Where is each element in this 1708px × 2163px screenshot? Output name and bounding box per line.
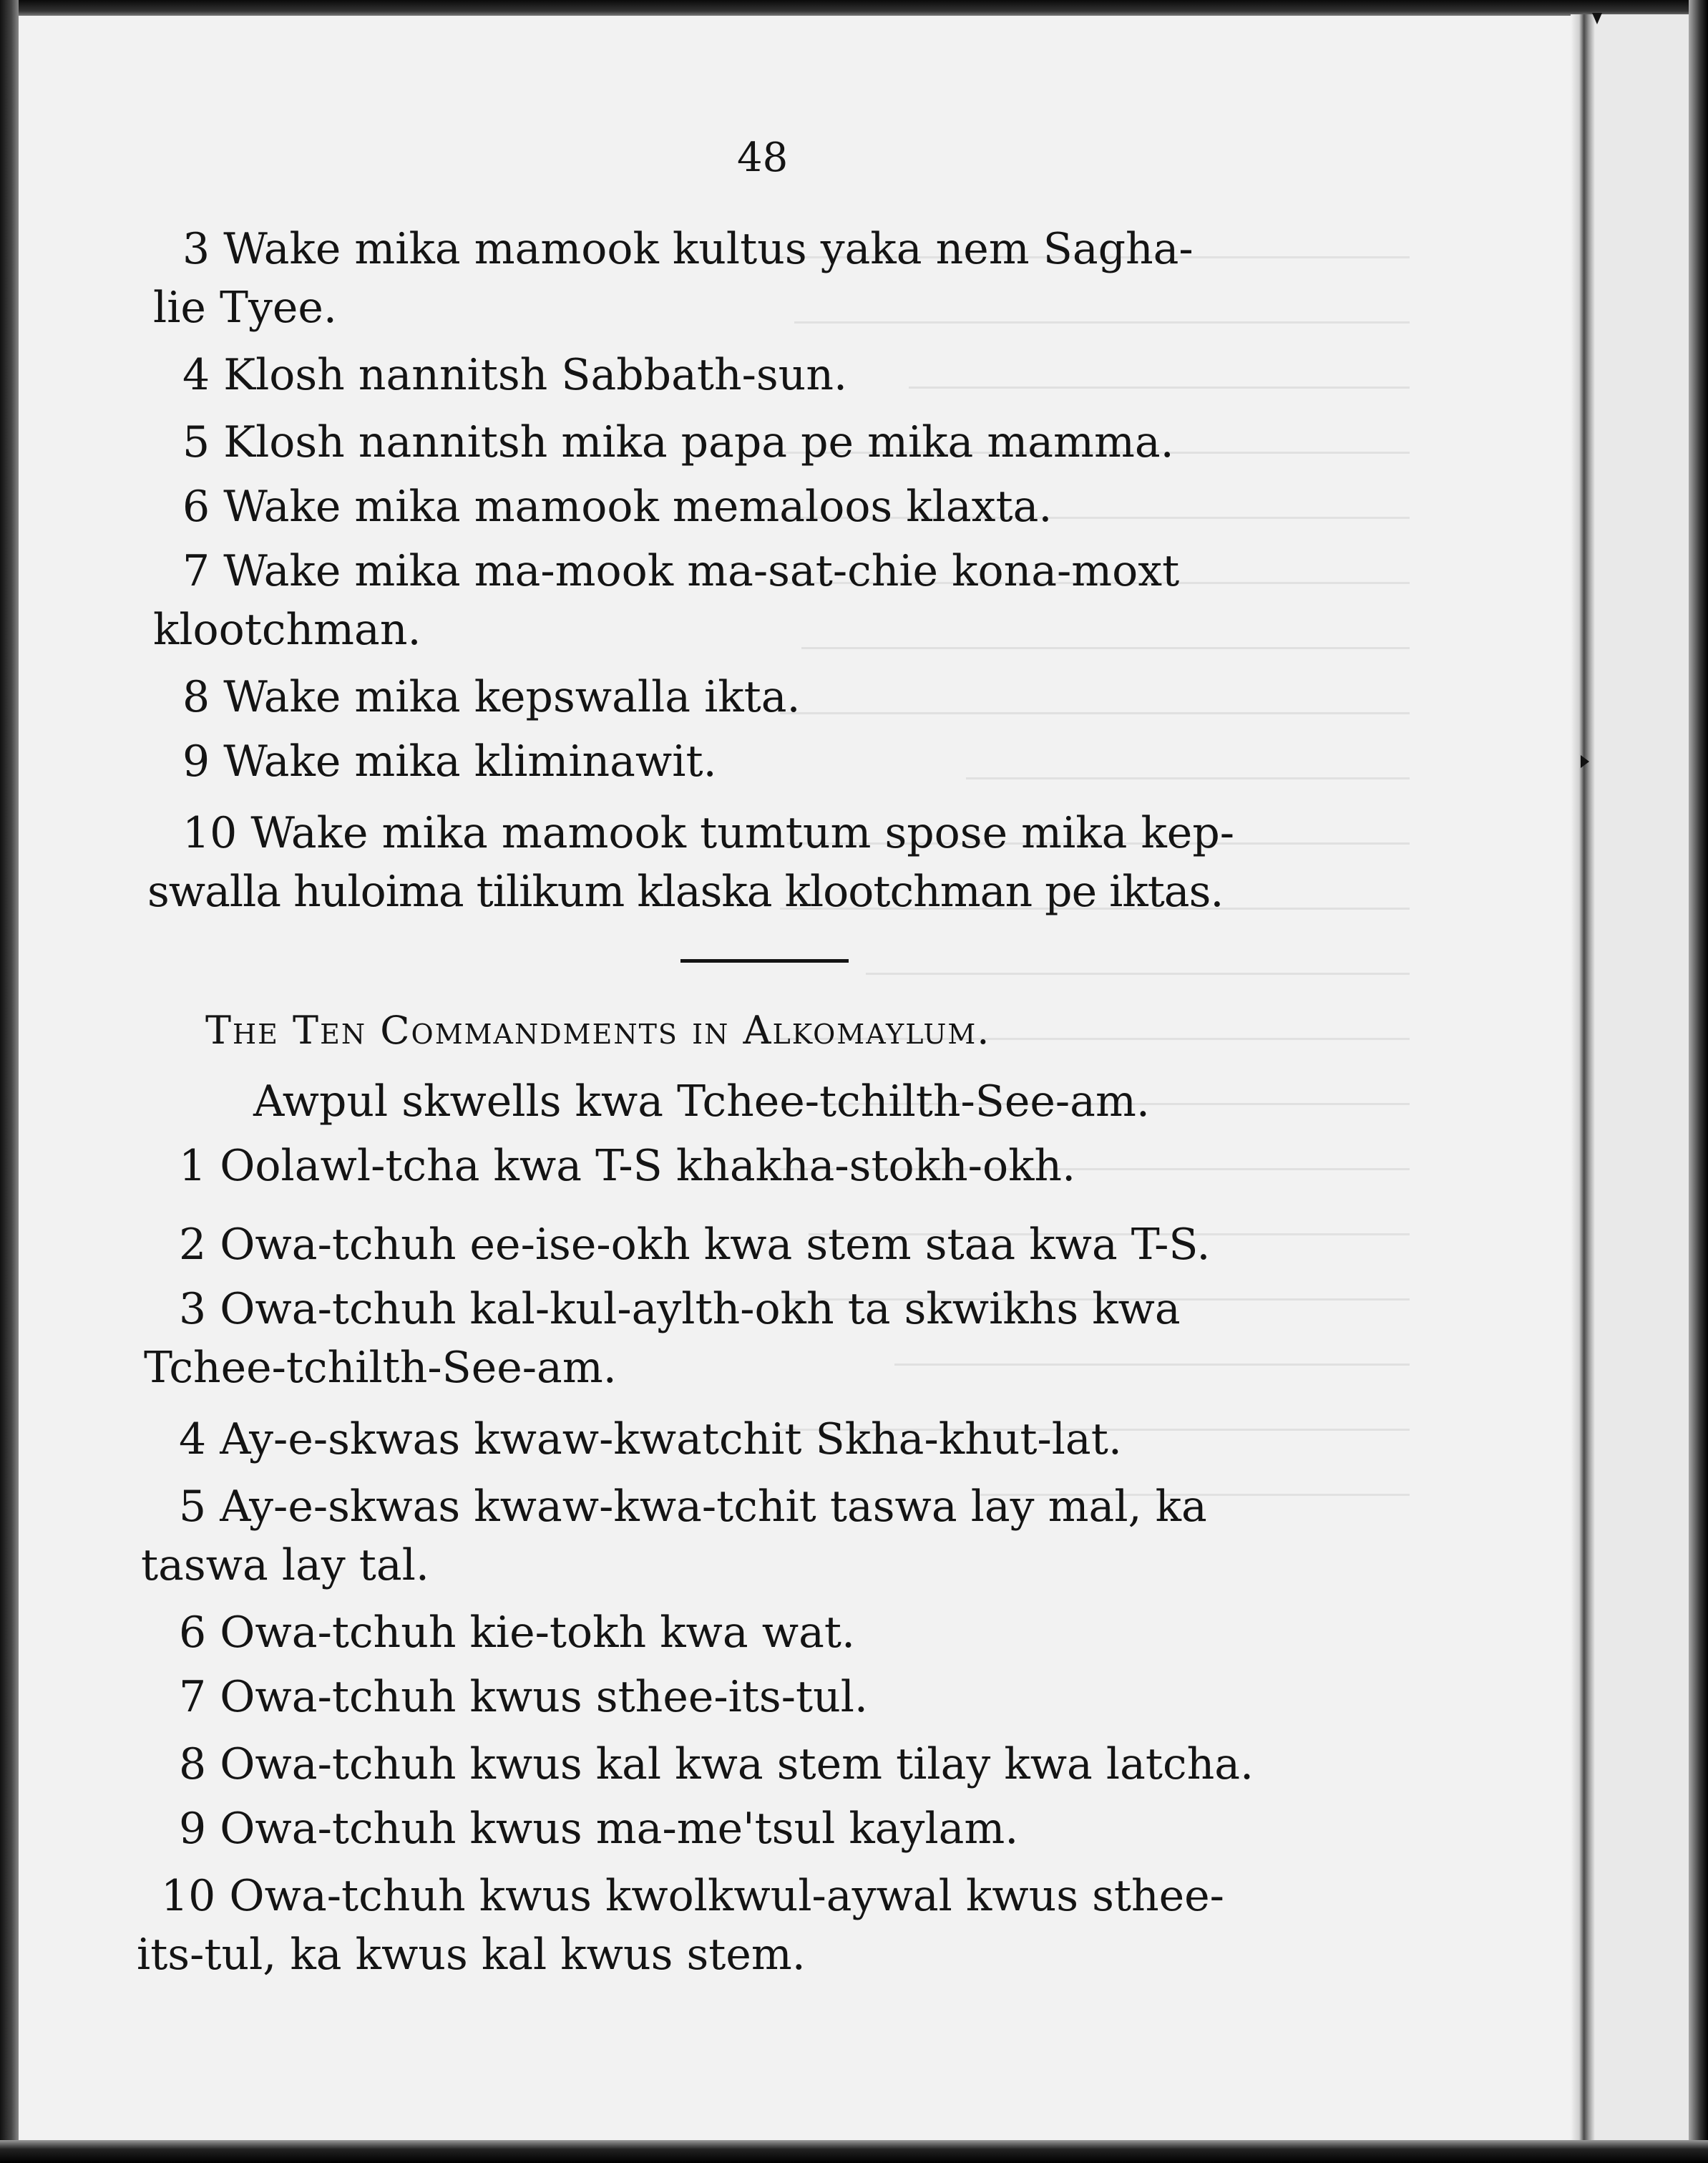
list-a-item-10-line1: 10 Wake mika mamook tumtum spose mika kep- [182,808,1234,858]
list-b-item-7: 7 Owa-tchuh kwus sthee-its-tul. [179,1672,868,1722]
scan-border-right [1689,0,1708,2163]
list-a-item-8: 8 Wake mika kepswalla ikta. [182,672,801,722]
list-a-item-7-line2: klootchman. [153,605,421,655]
scan-border-top [0,0,1708,16]
list-a-item-9: 9 Wake mika kliminawit. [182,737,717,787]
list-b-item-4: 4 Ay-e-skwas kwaw-kwatchit Skha-khut-lat. [179,1414,1122,1464]
list-b-item-3-line2: Tchee-tchilth-See-am. [144,1343,617,1393]
list-b-item-9: 9 Owa-tchuh kwus ma-me'tsul kaylam. [179,1804,1019,1854]
list-a-item-7-line1: 7 Wake mika ma-mook ma-sat-chie kona-moxt [182,546,1180,596]
list-b-item-10-line2: its-tul, ka kwus kal kwus stem. [137,1930,806,1980]
gutter-arrow-mark [1581,755,1589,768]
list-a-item-5: 5 Klosh nannitsh mika papa pe mika mamma. [182,417,1174,467]
list-b-item-10-line1: 10 Owa-tchuh kwus kwolkwul-aywal kwus sthee- [161,1871,1224,1921]
list-b-item-5-line1: 5 Ay-e-skwas kwaw-kwa-tchit taswa lay mal, ka [179,1482,1207,1532]
list-b-item-3-line1: 3 Owa-tchuh kal-kul-aylth-okh ta skwikhs kwa [179,1284,1181,1334]
adjacent-page-edge [1595,14,1689,2144]
section-heading: The Ten Commandments in Alkomaylum. [205,1008,991,1053]
list-b-item-5-line2: taswa lay tal. [141,1540,429,1590]
list-b-item-2: 2 Owa-tchuh ee-ise-okh kwa stem staa kwa T-S. [179,1220,1211,1270]
scan-border-bottom [0,2140,1708,2163]
list-a-item-4: 4 Klosh nannitsh Sabbath-sun. [182,350,848,400]
list-a-item-3-line2: lie Tyee. [153,283,337,333]
list-b-item-1: 1 Oolawl-tcha kwa T-S khakha-stokh-okh. [179,1141,1076,1191]
list-a-item-10-line2: swalla huloima tilikum klaska klootchman pe iktas. [147,867,1224,917]
list-b-item-6: 6 Owa-tchuh kie-tokh kwa wat. [179,1608,856,1658]
list-a-item-6: 6 Wake mika mamook memaloos klaxta. [182,482,1053,532]
scan-border-left [0,0,19,2163]
list-a-item-3-line1: 3 Wake mika mamook kultus yaka nem Sagha- [182,224,1194,274]
page-number: 48 [737,135,789,181]
book-gutter [1571,14,1595,2147]
section-divider-rule [680,959,849,963]
gutter-notch-mark [1592,13,1602,24]
section-subheading: Awpul skwells kwa Tchee-tchilth-See-am. [253,1076,1150,1127]
list-b-item-8: 8 Owa-tchuh kwus kal kwa stem tilay kwa latcha. [179,1739,1254,1789]
